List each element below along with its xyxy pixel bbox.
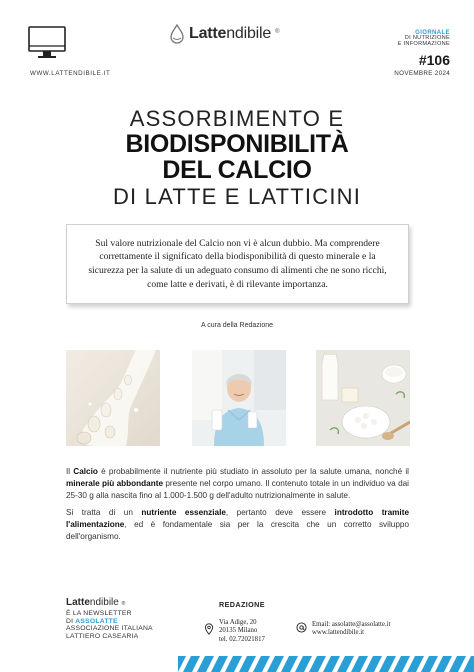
woman-with-milk-photo — [192, 350, 286, 446]
address-city: 20135 Milano — [219, 627, 258, 635]
title-line-1: ASSORBIMENTO E — [129, 106, 345, 131]
title-line-2: BIODISPONIBILITÀ — [125, 130, 349, 158]
journal-line-3: E INFORMAZIONE — [397, 41, 450, 48]
footer-newsletter-info — [66, 610, 153, 640]
journal-line-1: GIORNALE — [415, 30, 450, 36]
redazione-address — [219, 619, 265, 644]
title-line-3: DEL CALCIO — [162, 156, 312, 184]
footer-line-1: È LA NEWSLETTER — [66, 610, 132, 617]
article-body — [66, 466, 409, 543]
journal-label — [398, 30, 450, 48]
milk-splash-photo — [66, 350, 160, 446]
footer-line-2: DI ASSOLATTE — [66, 617, 118, 625]
address-phone[interactable]: tel. 02.72021817 — [219, 635, 265, 643]
intro-box — [66, 224, 409, 304]
redazione-contacts — [312, 621, 390, 638]
brand-logo — [168, 24, 280, 44]
body-paragraph-2: Si tratta di un nutriente essenziale, pertanto deve essere introdotto tramite l'alimentazione, ed è fondamentale sia per la crescita che un corretto sviluppo dell'organismo. — [66, 507, 409, 541]
intro-text: Sul valore nutrizionale del Calcio non vi è alcun dubbio. Ma comprendere correttamente il significato della biodisponibilità di questo minerale e la sicurezza per la salute di un adeguato consumo di alimenti che ne sono ricchi, come latte e derivati, è di rilevante importanza. — [88, 237, 387, 290]
decorative-stripes — [178, 656, 474, 672]
at-sign-icon — [296, 622, 307, 633]
footer-line-4: LATTIERO CASEARIA — [66, 632, 139, 640]
drop-logo-icon — [168, 24, 186, 44]
footer-brand: Lattendibile ® — [66, 597, 126, 608]
address-street: Via Adige, 20 — [219, 619, 257, 626]
byline: A cura della Redazione — [201, 322, 273, 329]
dairy-products-photo — [316, 350, 410, 446]
body-paragraph-1: Il Calcio è probabilmente il nutriente più studiato in assoluto per la salute umana, nonché il minerale più abbondante presente nel corpo umano. Il contenuto totale in un individuo va dai 25-30 g alla nascita fino al 1.000-1.500 g dell'adulto nutrizionalmente in salute. — [66, 467, 409, 500]
contact-website[interactable]: www.lattendibile.it — [312, 629, 365, 637]
title-line-4: DI LATTE E LATTICINI — [112, 184, 362, 209]
issue-date: NOVEMBRE 2024 — [394, 70, 450, 77]
site-url[interactable]: WWW.LATTENDIBILE.IT — [30, 70, 111, 77]
monitor-icon — [28, 26, 66, 60]
redazione-heading: REDAZIONE — [219, 600, 265, 609]
assolatte-link[interactable]: ASSOLATTE — [75, 617, 118, 625]
footer-line-3: ASSOCIAZIONE ITALIANA — [66, 625, 153, 633]
article-title — [0, 108, 474, 208]
contact-email[interactable]: Email: assolatte@assolatte.it — [312, 621, 391, 628]
brand-name: Lattendibile — [189, 25, 272, 42]
journal-line-2: DI NUTRIZIONE — [404, 35, 450, 42]
location-pin-icon — [204, 623, 214, 635]
issue-number: #106 — [418, 52, 450, 68]
registered-mark: ® — [275, 29, 280, 35]
